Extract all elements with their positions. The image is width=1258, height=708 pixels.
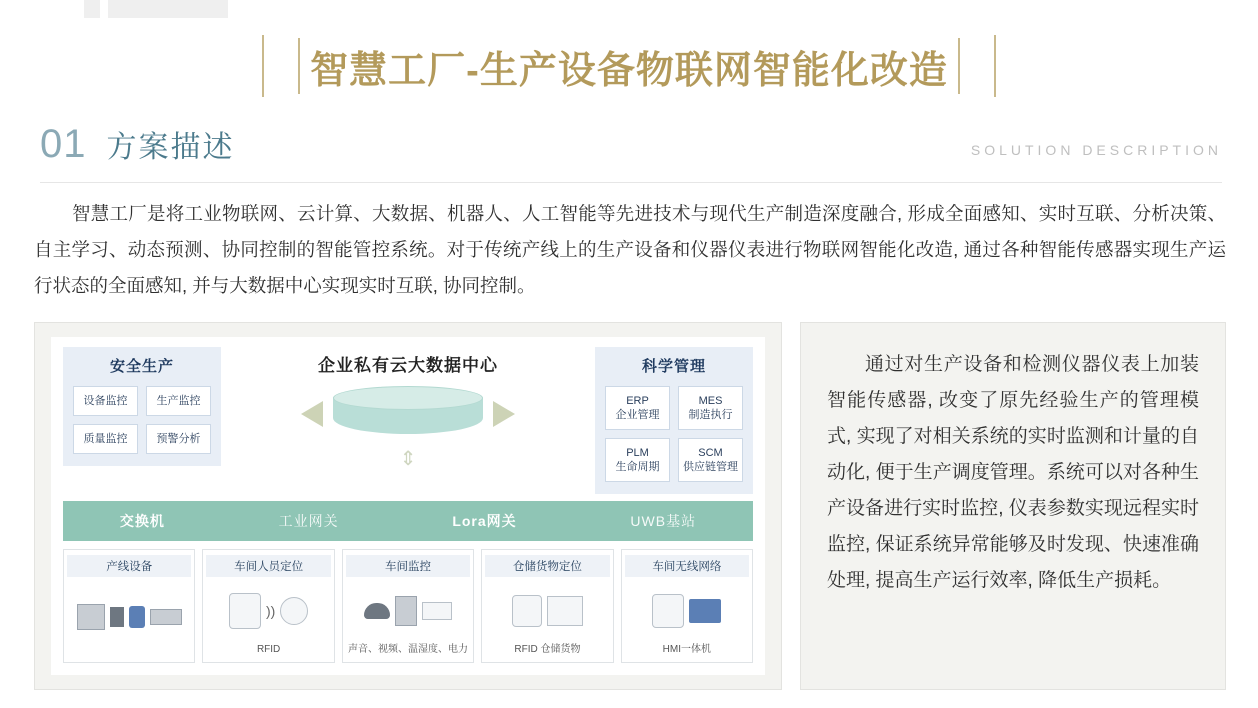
section-heading — [40, 122, 235, 167]
side-description-panel — [800, 322, 1226, 690]
rfid-reader-icon — [206, 581, 330, 641]
device-card-title: 车间监控 — [346, 555, 470, 577]
wireless-ap-icon — [652, 594, 684, 628]
chip-label: 质量监控 — [83, 433, 128, 445]
network-switch-label: 交换机 — [119, 513, 165, 529]
chip-scm — [678, 438, 743, 482]
industrial-gateway-label: 工业网关 — [278, 513, 339, 529]
decor-bar-small — [84, 0, 100, 18]
warehouse-rfid-icon — [485, 581, 609, 641]
page-title: 智慧工厂-生产设备物联网智能化改造 — [310, 49, 948, 92]
safety-production-card — [63, 347, 221, 466]
chip-label: ERP — [626, 395, 649, 407]
title-bar — [0, 30, 1258, 102]
robot-icon — [129, 606, 145, 628]
signal-waves-icon: )) — [265, 603, 276, 619]
cylinder-top — [333, 386, 483, 410]
device-card-warehouse-positioning — [481, 549, 613, 663]
title-rule-left-outer — [262, 35, 264, 97]
wireless-network-icon — [625, 581, 749, 641]
machine-arm-icon — [110, 607, 124, 627]
meter-icon — [422, 602, 452, 620]
lora-gateway-label: Lora网关 — [452, 513, 517, 529]
chip-label: 生产监控 — [156, 395, 201, 407]
dome-camera-icon — [364, 603, 390, 619]
rfid-reader-panel-icon — [512, 595, 542, 627]
device-card-title: 车间人员定位 — [206, 555, 330, 577]
controller-icon — [395, 596, 417, 626]
chip-sublabel: 制造执行 — [688, 409, 733, 421]
content-columns — [34, 322, 1226, 690]
device-card-row — [63, 549, 753, 663]
title-rule-right-inner — [958, 38, 960, 94]
private-cloud-title: 企业私有云大数据中心 — [318, 356, 498, 375]
intro-paragraph: 智慧工厂是将工业物联网、云计算、大数据、机器人、人工智能等先进技术与现代生产制造深度融合, 形成全面感知、实时互联、分析决策、自主学习、动态预测、协同控制的智能管控系统。对于传统产线上的生产设备和仪器仪表进行物联网智能化改造, 通过各种智能传感器实现生产运行状态的全面感知, 并与大数据中心实现实时互联, 协同控制。 — [34, 203, 1226, 296]
chip-erp — [605, 386, 670, 430]
device-card-wireless-network — [621, 549, 753, 663]
network-layer-bar — [63, 501, 753, 541]
production-line-icon — [67, 581, 191, 653]
chip-quality-monitoring — [73, 424, 138, 454]
chip-mes — [678, 386, 743, 430]
safety-production-title: 安全生产 — [109, 358, 174, 375]
scientific-management-card — [595, 347, 753, 494]
figure-canvas — [51, 337, 765, 675]
side-description-text: 通过对生产设备和检测仪器仪表上加装智能传感器, 改变了原先经验生产的管理模式, 实现了对相关系统的实时监测和计量的自动化, 便于生产调度管理。系统可以对各种生产设备进行实时监控, 仪表参数实现远程实时监控, 保证系统异常能够及时发现、快速准确处理, 提高生产运行效率, 降低生产损耗。 — [827, 354, 1199, 591]
monitoring-devices-icon — [346, 581, 470, 641]
chip-warning-analysis — [146, 424, 211, 454]
decor-bar-large — [108, 0, 228, 18]
chip-production-monitoring — [146, 386, 211, 416]
conveyor-icon — [150, 609, 182, 625]
section-divider — [40, 182, 1222, 183]
chip-label: 设备监控 — [83, 395, 128, 407]
section-subtitle-en: SOLUTION DESCRIPTION — [970, 142, 1222, 158]
section-number: 01 — [40, 122, 87, 166]
chip-sublabel: 企业管理 — [615, 409, 660, 421]
device-card-production-line — [63, 549, 195, 663]
scientific-management-chips — [605, 386, 743, 482]
rfid-tag-icon — [280, 597, 308, 625]
hmi-panel-icon — [689, 599, 721, 623]
chip-label: MES — [698, 395, 723, 407]
chip-plm — [605, 438, 670, 482]
database-cylinder-icon — [333, 386, 483, 442]
arrow-left-icon — [301, 401, 323, 427]
chip-label: 预警分析 — [156, 433, 201, 445]
ap-device-icon — [229, 593, 261, 629]
device-card-caption: RFID — [256, 644, 281, 655]
device-card-title: 产线设备 — [67, 555, 191, 577]
title-rule-left-inner — [298, 38, 300, 94]
architecture-figure — [34, 322, 782, 690]
private-cloud-block — [221, 347, 595, 468]
device-card-title: 车间无线网络 — [625, 555, 749, 577]
figure-top-row — [63, 347, 753, 493]
uwb-base-station-label: UWB基站 — [630, 513, 697, 529]
safety-production-chips — [73, 386, 211, 454]
section-title: 方案描述 — [106, 131, 235, 164]
chip-sublabel: 生命周期 — [615, 461, 660, 473]
up-down-arrow-icon: ⇕ — [399, 448, 417, 470]
machine-icon — [77, 604, 105, 630]
chip-device-monitoring — [73, 386, 138, 416]
cloud-row — [221, 386, 595, 442]
scientific-management-title: 科学管理 — [641, 358, 706, 375]
device-card-caption: HMI一体机 — [662, 644, 711, 655]
carton-goods-icon — [547, 596, 583, 626]
chip-sublabel: 供应链管理 — [683, 461, 738, 473]
device-card-caption: 声音、视频、温湿度、电力 — [348, 644, 469, 655]
arrow-right-icon — [493, 401, 515, 427]
chip-label: SCM — [698, 447, 723, 459]
device-card-title: 仓储货物定位 — [485, 555, 609, 577]
device-card-caption: RFID 仓储货物 — [514, 644, 581, 655]
device-card-staff-positioning — [202, 549, 334, 663]
device-card-workshop-monitoring — [342, 549, 474, 663]
chip-label: PLM — [626, 447, 649, 459]
title-rule-right-outer — [994, 35, 996, 97]
